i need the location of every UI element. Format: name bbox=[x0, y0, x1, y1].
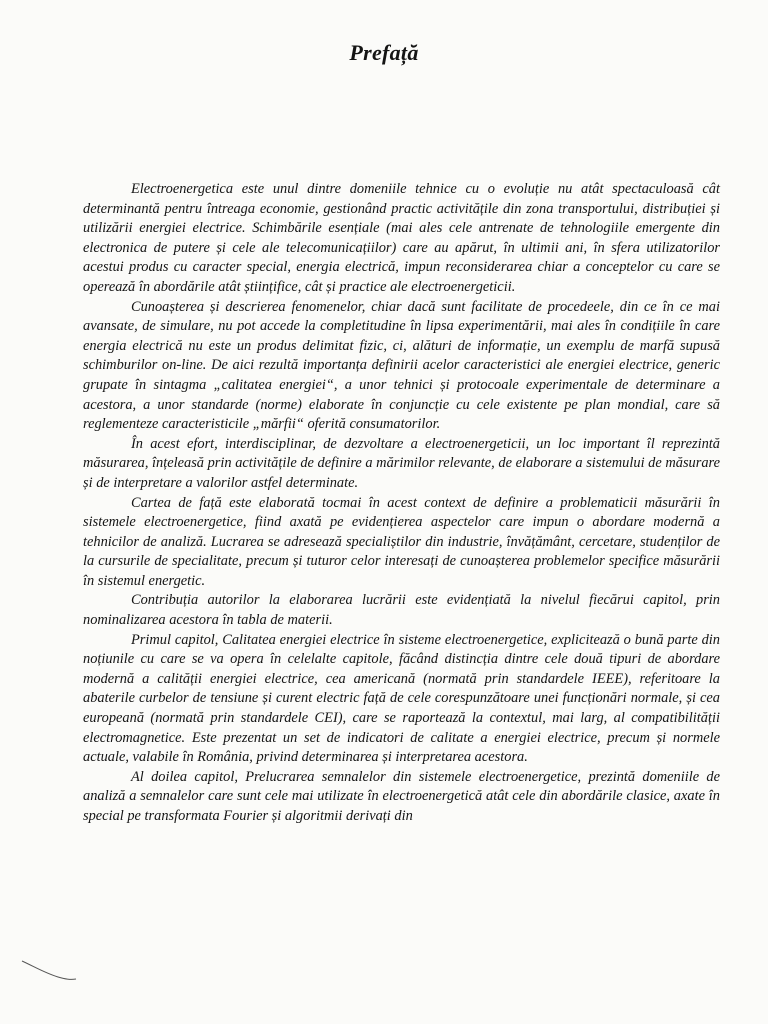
paragraph: Primul capitol, Calitatea energiei electrice în sisteme electroenergetice, explicitează o bună parte din noțiunile cu care se va opera în celelalte capitole, făcând distincția dintre cele două tipuri de abordare modernă a calității energiei electrice, cea americană (normată prin standardele IEEE), referitoare la abaterile curbelor de tensiune și curent electric față de cele corespunzătoare unei funcționări normale, și cea europeană (normată prin standardele CEI), care se raportează la contextul, mai larg, al compatibilității electromagnetice. Este prezentat un set de indicatori de calitate a energiei electrice, precum și normele actuale, valabile în România, privind determinarea și interpretarea acestora. bbox=[83, 631, 720, 766]
paragraph: În acest efort, interdisciplinar, de dezvoltare a electroenergeticii, un loc important îl reprezintă măsurarea, înțeleasă prin activitățile de definire a mărimilor relevante, de elaborare a sistemului de măsurare și de interpretare a valorilor astfel determinate. bbox=[83, 435, 720, 491]
paragraph: Cunoașterea și descrierea fenomenelor, chiar dacă sunt facilitate de procedeele, din ce în ce mai avansate, de simulare, nu pot accede la completitudine în lipsa experimentării, mai ales în condițiile în care energia electrică nu este un produs delimitat fizic, ci, alături de informație, un exemplu de marfă supusă schimburilor on-line. De aici rezultă importanța definirii acelor caracteristici ale energiei electrice, generic grupate în sintagma „calitatea energiei“, a unor tehnici și protocoale experimentale de determinare a acestora, a unor standarde (norme) elaborate în conjuncție cu cele existente pe plan mondial, care să reglementeze caracteristicile „mărfii“ oferită consumatorilor. bbox=[83, 298, 720, 433]
preface-body bbox=[83, 180, 720, 827]
page-title: Prefață bbox=[349, 40, 419, 65]
paragraph: Contribuția autorilor la elaborarea lucrării este evidențiată la nivelul fiecărui capitol, prin nominalizarea acestora în tabla de materii. bbox=[83, 592, 720, 629]
scan-mark bbox=[20, 955, 80, 985]
paragraph: Cartea de față este elaborată tocmai în acest context de definire a problematicii măsurării în sistemele electroenergetice, fiind axată pe evidențierea aspectelor care impun o abordare modernă a tehnicilor de analiză. Lucrarea se adresează specialiștilor din industrie, învățământ, cercetare, studenților de la cursurile de specialitate, precum și tuturor celor interesați de cunoașterea problemelor specifice măsurării în sistemul energetic. bbox=[83, 494, 720, 589]
paragraph: Electroenergetica este unul dintre domeniile tehnice cu o evoluție nu atât spectaculoasă cât determinantă pentru întreaga economie, gestionând practic activitățile din zona transportului, distribuției și utilizării energiei electrice. Schimbările esențiale (mai ales cele antrenate de tehnologiile emergente din electronica de putere și cele ale telecomunicațiilor) care au apărut, în ultimii ani, în sfera utilizatorilor acestui produs cu caracter special, energia electrică, impun reconsiderarea chiar a conceptelor cu care se operează în abordările atât științifice, cât și practice ale electroenergeticii. bbox=[83, 181, 720, 295]
paragraph: Al doilea capitol, Prelucrarea semnalelor din sistemele electroenergetice, prezintă domeniile de analiză a semnalelor care sunt cele mai utilizate în electroenergetică atât cele din abordările clasice, axate în special pe transformata Fourier și algoritmii derivați din bbox=[83, 768, 720, 824]
